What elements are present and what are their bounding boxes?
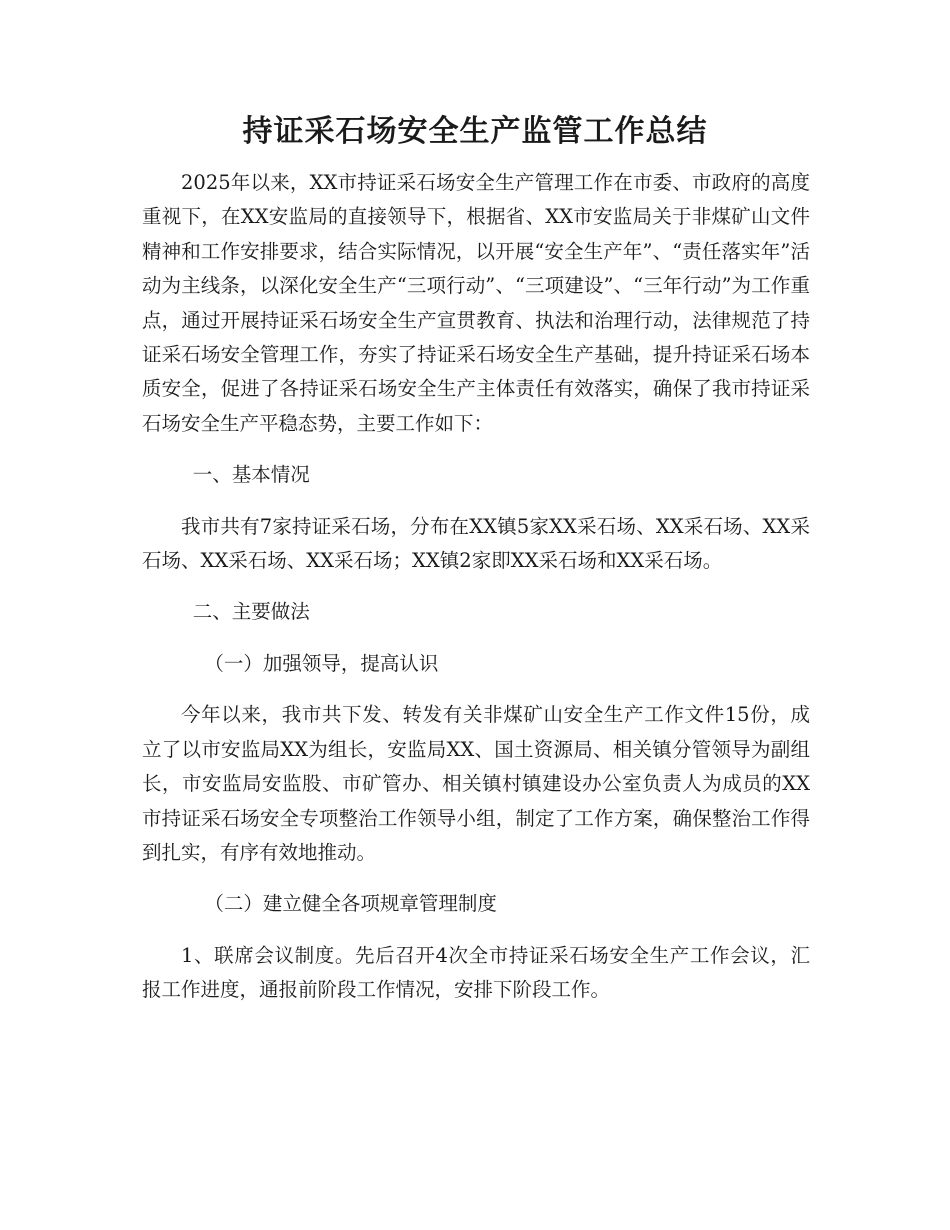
section-heading-basic-info: 一、基本情况 xyxy=(192,463,310,487)
document-title: 持证采石场安全生产监管工作总结 xyxy=(242,114,708,149)
section-heading-main-practices: 二、主要做法 xyxy=(192,600,310,624)
subsection-heading-leadership: （一）加强领导，提高认识 xyxy=(204,651,439,675)
basic-info-paragraph: 我市共有7家持证采石场，分布在XX镇5家XX采石场、XX采石场、XX采石场、XX采石场、XX采石场；XX镇2家即XX采石场和XX采石场。 xyxy=(142,514,810,573)
leadership-paragraph: 今年以来，我市共下发、转发有关非煤矿山安全生产工作文件15份，成立了以市安监局XX为组长，安监局XX、国土资源局、相关镇分管领导为副组长，市安监局安监股、市矿管办、相关镇村镇建设办公室负责人为成员的XX市持证采石场安全专项整治工作领导小组，制定了工作方案，确保整治工作得到扎实，有序有效地推动。 xyxy=(142,703,810,864)
document-body xyxy=(142,166,810,1008)
subsection-heading-regulations: （二）建立健全各项规章管理制度 xyxy=(204,892,497,916)
joint-meeting-paragraph: 1、联席会议制度。先后召开4次全市持证采石场安全生产工作会议，汇报工作进度，通报前阶段工作情况，安排下阶段工作。 xyxy=(142,943,810,1002)
intro-paragraph: 2025年以来，XX市持证采石场安全生产管理工作在市委、市政府的高度重视下，在XX安监局的直接领导下，根据省、XX市安监局关于非煤矿山文件精神和工作安排要求，结合实际情况，以开展“安全生产年”、“责任落实年”活动为主线条，以深化安全生产“三项行动”、“三项建设”、“三年行动”为工作重点，通过开展持证采石场安全生产宣贯教育、执法和治理行动，法律规范了持证采石场安全管理工作，夯实了持证采石场安全生产基础，提升持证采石场本质安全，促进了各持证采石场安全生产主体责任有效落实，确保了我市持证采石场安全生产平稳态势，主要工作如下： xyxy=(142,171,810,435)
